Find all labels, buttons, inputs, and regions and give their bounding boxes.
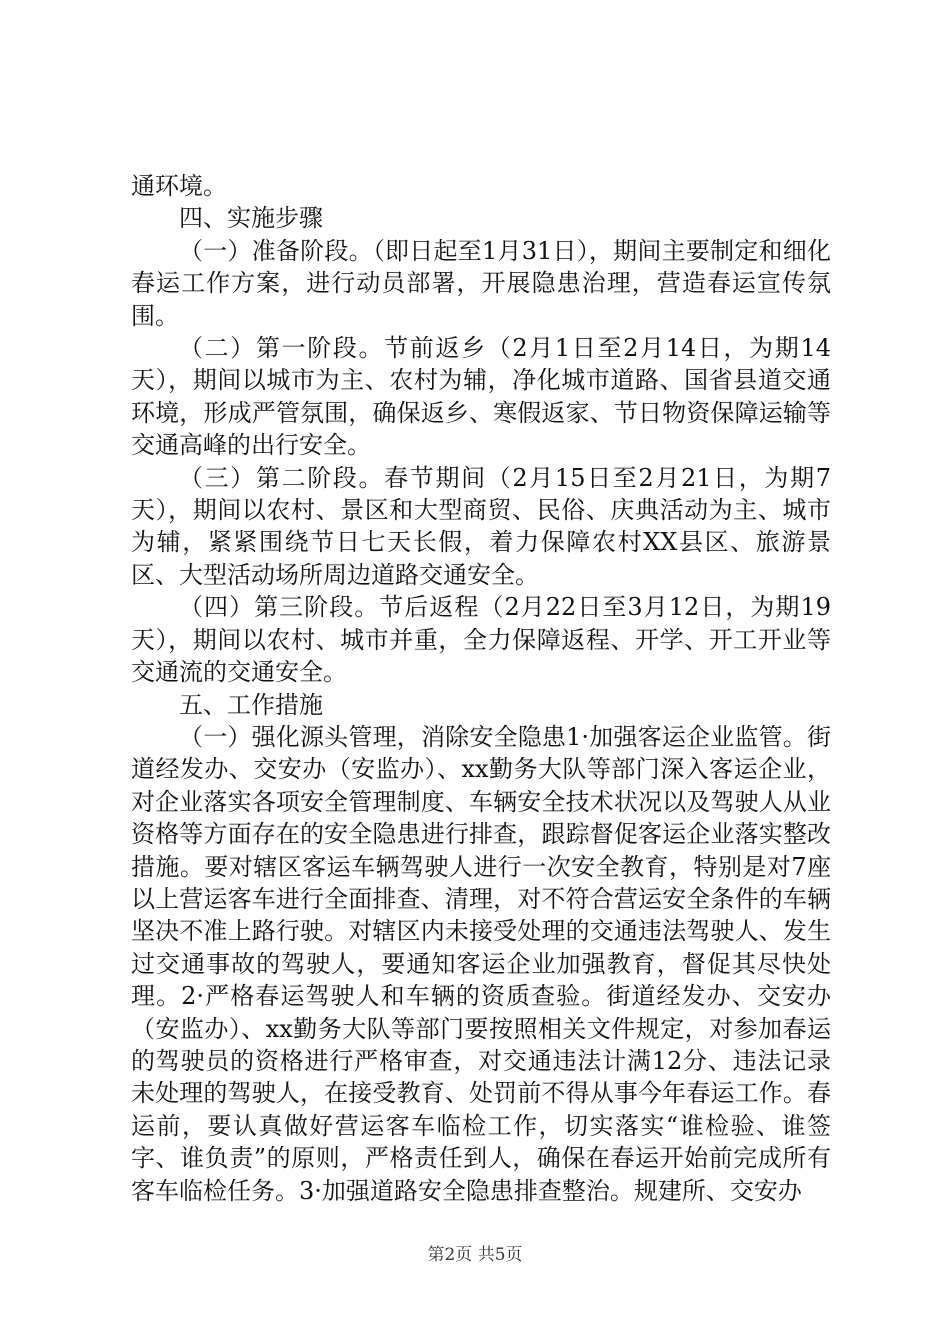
paragraph-source-management: （一）强化源头管理，消除安全隐患1·加强客运企业监管。街道经发办、交安办（安监办）、xx勤务大队等部门深入客运企业，对企业落实各项安全管理制度、车辆安全技术状况以及驾驶人从业资格等方面存在的安全隐患进行排查，跟踪督促客运企业落实整改措施。要对辖区客运车辆驾驶人进行一次安全教育，特别是对7座以上营运客车进行全面排查、清理，对不符合营运安全条件的车辆坚决不准上路行驶。对辖区内未接受处理的交通违法驾驶人、发生过交通事故的驾驶人，要通知客运企业加强教育，督促其尽快处理。2·严格春运驾驶人和车辆的资质查验。街道经发办、交安办（安监办）、xx勤务大队等部门要按照相关文件规定，对参加春运的驾驶员的资格进行严格审查，对交通违法计满12分、违法记录未处理的驾驶人，在接受教育、处罚前不得从事今年春运工作。春运前，要认真做好营运客车临检工作，切实落实“谁检验、谁签字、谁负责”的原则，严格责任到人，确保在春运开始前完成所有客车临检任务。3·加强道路安全隐患排查整治。规建所、交安办 xyxy=(131,722,831,1205)
paragraph-third-stage: （四）第三阶段。节后返程（2月22日至3月12日，为期19天），期间以农村、城市并重，全力保障返程、开学、开工开业等交通流的交通安全。 xyxy=(131,593,831,687)
paragraph-preparation-stage: （一）准备阶段。（即日起至1月31日），期间主要制定和细化春运工作方案，进行动员部署，开展隐患治理，营造春运宣传氛围。 xyxy=(131,236,831,330)
paragraph-continuation: 通环境。 xyxy=(131,172,227,200)
paragraph-first-stage: （二）第一阶段。节前返乡（2月1日至2月14日，为期14天），期间以城市为主、农村为辅，净化城市道路、国省县道交通环境，形成严管氛围，确保返乡、寒假返家、节日物资保障运输等交通高峰的出行安全。 xyxy=(131,334,831,460)
section-heading-work-measures: 五、工作措施 xyxy=(179,690,323,719)
page-footer xyxy=(0,1240,950,1265)
section-heading-implementation-steps: 四、实施步骤 xyxy=(179,204,323,233)
page-number-label: 第2页 共5页 xyxy=(427,1245,523,1265)
document-body xyxy=(131,170,831,1207)
paragraph-second-stage: （三）第二阶段。春节期间（2月15日至2月21日，为期7天），期间以农村、景区和大型商贸、民俗、庆典活动为主、城市为辅，紧紧围绕节日七天长假，着力保障农村XX县区、旅游景区、大型活动场所周边道路交通安全。 xyxy=(131,463,831,589)
